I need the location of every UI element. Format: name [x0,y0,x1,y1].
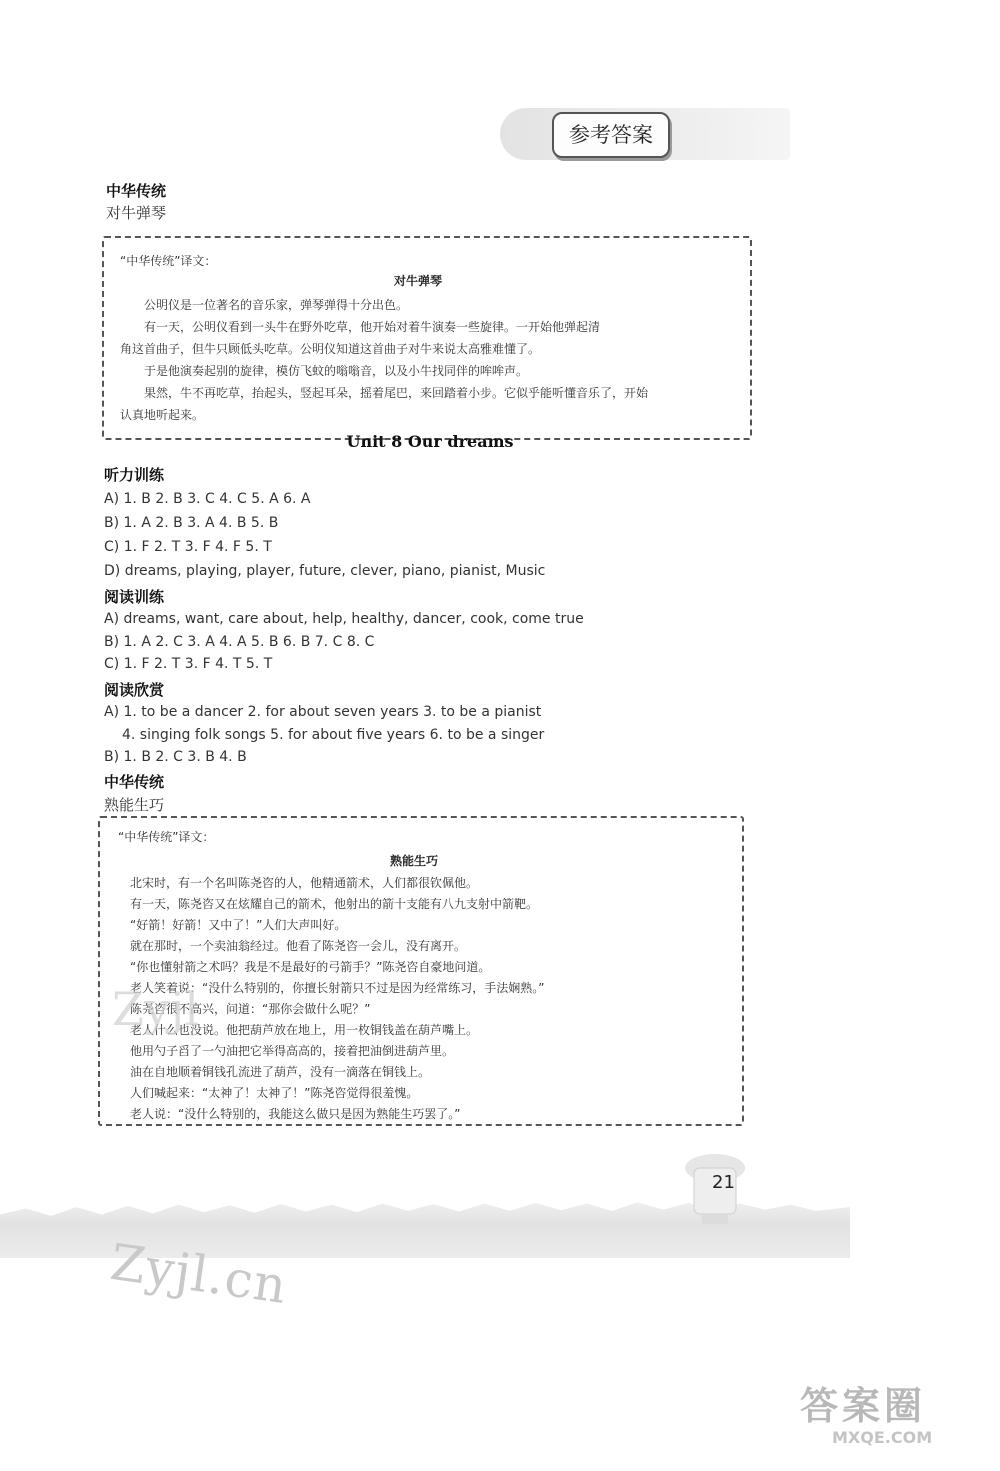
translation-line: 油在自地顺着铜钱孔流进了葫芦，没有一滴落在铜钱上。 [130,1065,431,1079]
translation-line: 有一天，公明仪看到一头牛在野外吃草，他开始对着牛演奏一些旋律。一开始他弹起清 [144,320,601,334]
translation-line: 有一天，陈尧咨又在炫耀自己的箭术，他射出的箭十支能有八九支射中箭靶。 [130,897,539,911]
answer-row: A) dreams, want, care about, help, healthy, dancer, cook, come true [104,611,584,627]
translation-label: “中华传统”译文： [120,254,217,268]
translation-line: 角这首曲子，但牛只顾低头吃草。公明仪知道这首曲子对牛来说太高雅难懂了。 [120,342,541,356]
answer-row: D) dreams, playing, player, future, clever, piano, pianist, Music [104,563,546,579]
section-heading-traditional: 中华传统 [106,182,167,200]
translation-line: “你也懂射箭之术吗？我是不是最好的弓箭手？”陈尧咨自豪地问道。 [130,960,491,974]
section-heading-traditional-2: 中华传统 [104,773,165,791]
section-heading-appreciation: 阅读欣赏 [104,681,165,699]
answer-row: C) 1. F 2. T 3. F 4. F 5. T [104,539,272,555]
answer-row: B) 1. A 2. B 3. A 4. B 5. B [104,515,279,531]
translation-line: 北宋时，有一个名叫陈尧咨的人，他精通箭术，人们都很钦佩他。 [130,876,479,890]
section-heading-listening: 听力训练 [104,466,165,484]
page-number: 21 [712,1172,735,1193]
translation-title: 熟能生巧 [390,854,439,868]
translation-line: 老人什么也没说。他把葫芦放在地上，用一枚铜钱盖在葫芦嘴上。 [130,1023,479,1037]
translation-line: 他用勺子舀了一勺油把它举得高高的，接着把油倒进葫芦里。 [130,1044,455,1058]
translation-box [102,236,752,440]
answer-row: A) 1. to be a dancer 2. for about seven years 3. to be a pianist [104,704,542,720]
watermark-zyjl: Zyjl.cn [106,1232,291,1316]
answer-row: A) 1. B 2. B 3. C 4. C 5. A 6. A [104,491,311,507]
translation-line: 老人笑着说：“没什么特别的，你擅长射箭只不过是因为经常练习，手法娴熟。” [130,981,545,995]
translation-label: “中华传统”译文： [118,830,215,844]
translation-line: 人们喊起来：“太神了！太神了！”陈尧咨觉得很羞愧。 [130,1086,419,1100]
answer-row: 4. singing folk songs 5. for about five years 6. to be a singer [122,727,545,743]
answer-row: C) 1. F 2. T 3. F 4. T 5. T [104,656,273,672]
translation-line: 于是他演奏起别的旋律，模仿飞蚊的嗡嗡音，以及小牛找同伴的哞哞声。 [144,364,529,378]
translation-line: 认真地听起来。 [120,408,205,422]
translation-line: 果然，牛不再吃草，抬起头，竖起耳朵，摇着尾巴，来回踏着小步。它似乎能听懂音乐了，开始 [144,386,649,400]
answer-row: B) 1. B 2. C 3. B 4. B [104,749,247,765]
translation-line: 公明仪是一位著名的音乐家，弹琴弹得十分出色。 [144,298,409,312]
answer-row: B) 1. A 2. C 3. A 4. A 5. B 6. B 7. C 8. C [104,634,375,650]
unit-title: Unit 8 Our dreams [346,432,514,451]
story-subtitle-2: 熟能生巧 [104,796,165,814]
translation-line: “好箭！好箭！又中了！”人们大声叫好。 [130,918,347,932]
translation-title: 对牛弹琴 [394,274,443,288]
translation-line: 老人说：“没什么特别的，我能这么做只是因为熟能生巧罢了。” [130,1107,461,1121]
answer-key-label: 参考答案 [552,112,670,158]
story-subtitle: 对牛弹琴 [106,204,167,222]
translation-box-2 [98,816,744,1126]
translation-line: 陈尧咨很不高兴，问道：“那你会做什么呢？” [130,1002,371,1016]
translation-line: 就在那时，一个卖油翁经过。他看了陈尧咨一会儿，没有离开。 [130,939,467,953]
watermark-zyjl-mid: Zyjl [112,982,199,1036]
section-heading-reading: 阅读训练 [104,588,165,606]
watermark-site: MXQE.COM [832,1428,933,1447]
watermark-answer-logo: 答案圈 [800,1384,927,1428]
